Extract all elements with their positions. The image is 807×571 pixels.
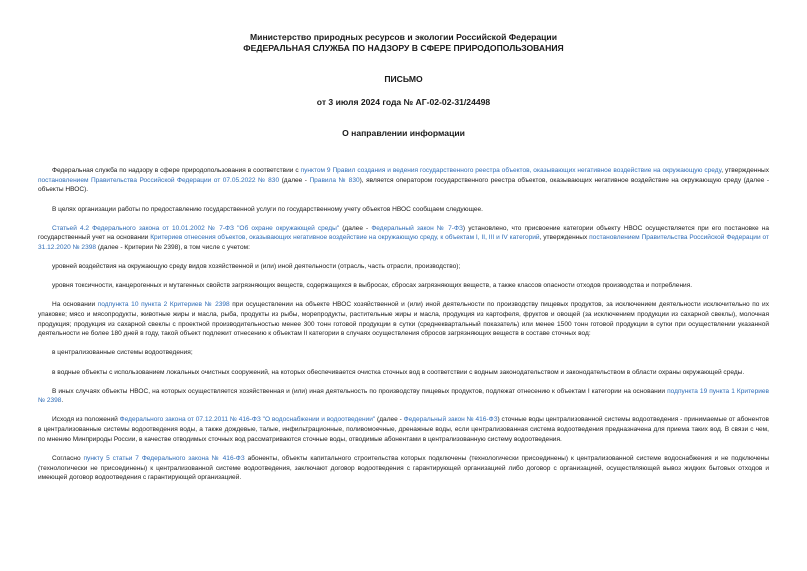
paragraph-text: при осуществлении на объекте НВОС хозяйственной и (или) иной деятельности по производству пищевых продуктов, за исключением деятельности исключительно по их упаковке; мясо и мясопродукты, животные жиры и масла, рыба, продукты из рыбы, морепродукты, растительные жиры и масла, продукция из картофеля, фруктов и овощей (за исключением продукции из сахарной свеклы), молочная продукция; продукция из сахарной свеклы с проектной производительностью менее 300 тонн готовой продукции в сутки (среднеквартальный показатель) или менее 1500 тонн готовой продукции в сутки при осуществлении указанной деятельности не более 180 дней в году, такой объект подлежит отнесению к объектам II категории в случаях осуществления сбросов загрязняющих веществ в составе сточных вод: (38, 301, 769, 338)
paragraph-text: абоненты, объекты капитального строительства которых подключены (технологически присоединены) к централизованной системе водоснабжения и не подключены (технологически не присоединены) к централизованной системе водоотведения, заключают договор водоотведения с гарантирующей организацией либо договор с организацией, осуществляющей вывоз жидких бытовых отходов и имеющей договор водоотведения с гарантирующей организацией. (38, 454, 769, 482)
paragraph-text: уровня токсичности, канцерогенных и мутагенных свойств загрязняющих веществ, содержащихся в выбросах, сбросах загрязняющих веществ, а также классов опасности отходов производства и потребления. (52, 282, 693, 290)
paragraph-text: Исходя из положений (52, 416, 120, 424)
paragraph-text: в водные объекты с использованием локальных очистных сооружений, на которых обеспечивается очистка сточных вод в соответствии с водным законодательством и законодательством в области охраны окружающей среды. (52, 368, 745, 376)
paragraph-text: (далее - (279, 176, 310, 184)
document-link[interactable]: Правила № 830 (309, 176, 360, 184)
paragraph-text: , утвержденных (539, 234, 590, 242)
paragraph (38, 281, 769, 291)
paragraph-text: уровней воздействия на окружающую среду видов хозяйственной и (или) иной деятельности (отрасль, часть отрасли, производство); (52, 263, 461, 271)
document-link[interactable]: Федеральный закон № 7-ФЗ (371, 224, 463, 232)
document-link[interactable]: Федеральный закон № 416-ФЗ (403, 416, 498, 424)
paragraph (38, 415, 769, 444)
paragraph (38, 166, 769, 195)
paragraph-text: ) установлено, что присвоение категории объекту НВОС осуществляется при его постановке на государственный учет на основании (38, 224, 769, 242)
paragraph (38, 387, 769, 406)
document-subject: О направлении информации (342, 128, 465, 138)
service-name: ФЕДЕРАЛЬНАЯ СЛУЖБА ПО НАДЗОРУ В СФЕРЕ ПРИРОДОПОЛЬЗОВАНИЯ (243, 43, 564, 53)
paragraph-text: На основании (52, 301, 98, 309)
document-link[interactable]: Федерального закона от 07.12.2011 № 416-ФЗ "О водоснабжении и водоотведении" (119, 416, 376, 424)
paragraph-text: , утвержденных (721, 167, 769, 174)
document-link[interactable]: подпункта 19 пункта 1 Критериев № 2398 (38, 387, 769, 405)
paragraph (38, 224, 769, 253)
paragraph-text: Федеральная служба по надзору в сфере природопользования в соответствии с (52, 167, 301, 174)
paragraph-text: (далее - (339, 224, 372, 232)
document-link[interactable]: постановлением Правительства Российской Федерации от 07.05.2022 № 830 (38, 176, 280, 184)
document-link[interactable]: пунктом 9 Правил создания и ведения государственного реестра объектов, оказывающих негативное воздействие на окружающую среду (300, 167, 722, 174)
paragraph (38, 300, 769, 339)
paragraph (38, 454, 769, 483)
paragraph (38, 205, 769, 215)
paragraph-text: в централизованные системы водоотведения; (52, 349, 193, 357)
document-body (38, 166, 769, 483)
document-link[interactable]: постановлением Правительства Российской Федерации от 31.12.2020 № 2398 (38, 234, 769, 251)
paragraph-text: В иных случаях объекты НВОС, на которых осуществляется хозяйственная и (или) иная деятельность по производству пищевых продуктов, подлежат отнесению к объектам I категории на основании (52, 387, 668, 395)
paragraph-text: В целях организации работы по предоставлению государственной услуги по государственному учету объектов НВОС сообщаем следующее. (52, 205, 484, 213)
document-type: ПИСЬМО (384, 74, 423, 84)
paragraph-text: ) сточные воды централизованной системы водоотведения - принимаемые от абонентов в централизованные системы водоотведения воды, а также дождевые, талые, инфильтрационные, поливомоечные, дренажные воды, если централизованная система водоотведения предназначена для приема таких вод. В связи с чем, по мнению Минприроды России, в качестве отводимых сточных вод рассматриваются сточные воды, отводимые абонентами в централизованную систему водоотведения. (38, 416, 769, 443)
document-date-number: от 3 июля 2024 года № АГ-02-02-31/24498 (316, 97, 491, 107)
paragraph-text: Согласно (52, 454, 84, 462)
paragraph-text: (далее - Критерии № 2398), в том числе с учетом: (96, 244, 250, 251)
document-link[interactable]: подпункта 10 пункта 2 Критериев № 2398 (97, 301, 230, 309)
document-link[interactable]: Статьей 4.2 Федерального закона от 10.01.2002 № 7-ФЗ "Об охране окружающей среды" (52, 224, 340, 232)
ministry-name: Министерство природных ресурсов и экологии Российской Федерации (250, 32, 557, 42)
paragraph (38, 262, 769, 272)
document-link[interactable]: Критериев отнесения объектов, оказывающих негативное воздействие на окружающую среду, к объектам I, II, III и IV категорий (150, 234, 540, 242)
paragraph-text: ), является оператором государственного реестра объектов, оказывающих негативное воздействие на окружающую среду (далее - объекты НВОС). (38, 176, 770, 194)
paragraph (38, 368, 769, 378)
document-link[interactable]: пункту 5 статьи 7 Федерального закона № 416-ФЗ (83, 454, 245, 462)
paragraph-text: (далее - (375, 416, 404, 424)
paragraph (38, 348, 769, 358)
paragraph-text: . (61, 397, 64, 405)
